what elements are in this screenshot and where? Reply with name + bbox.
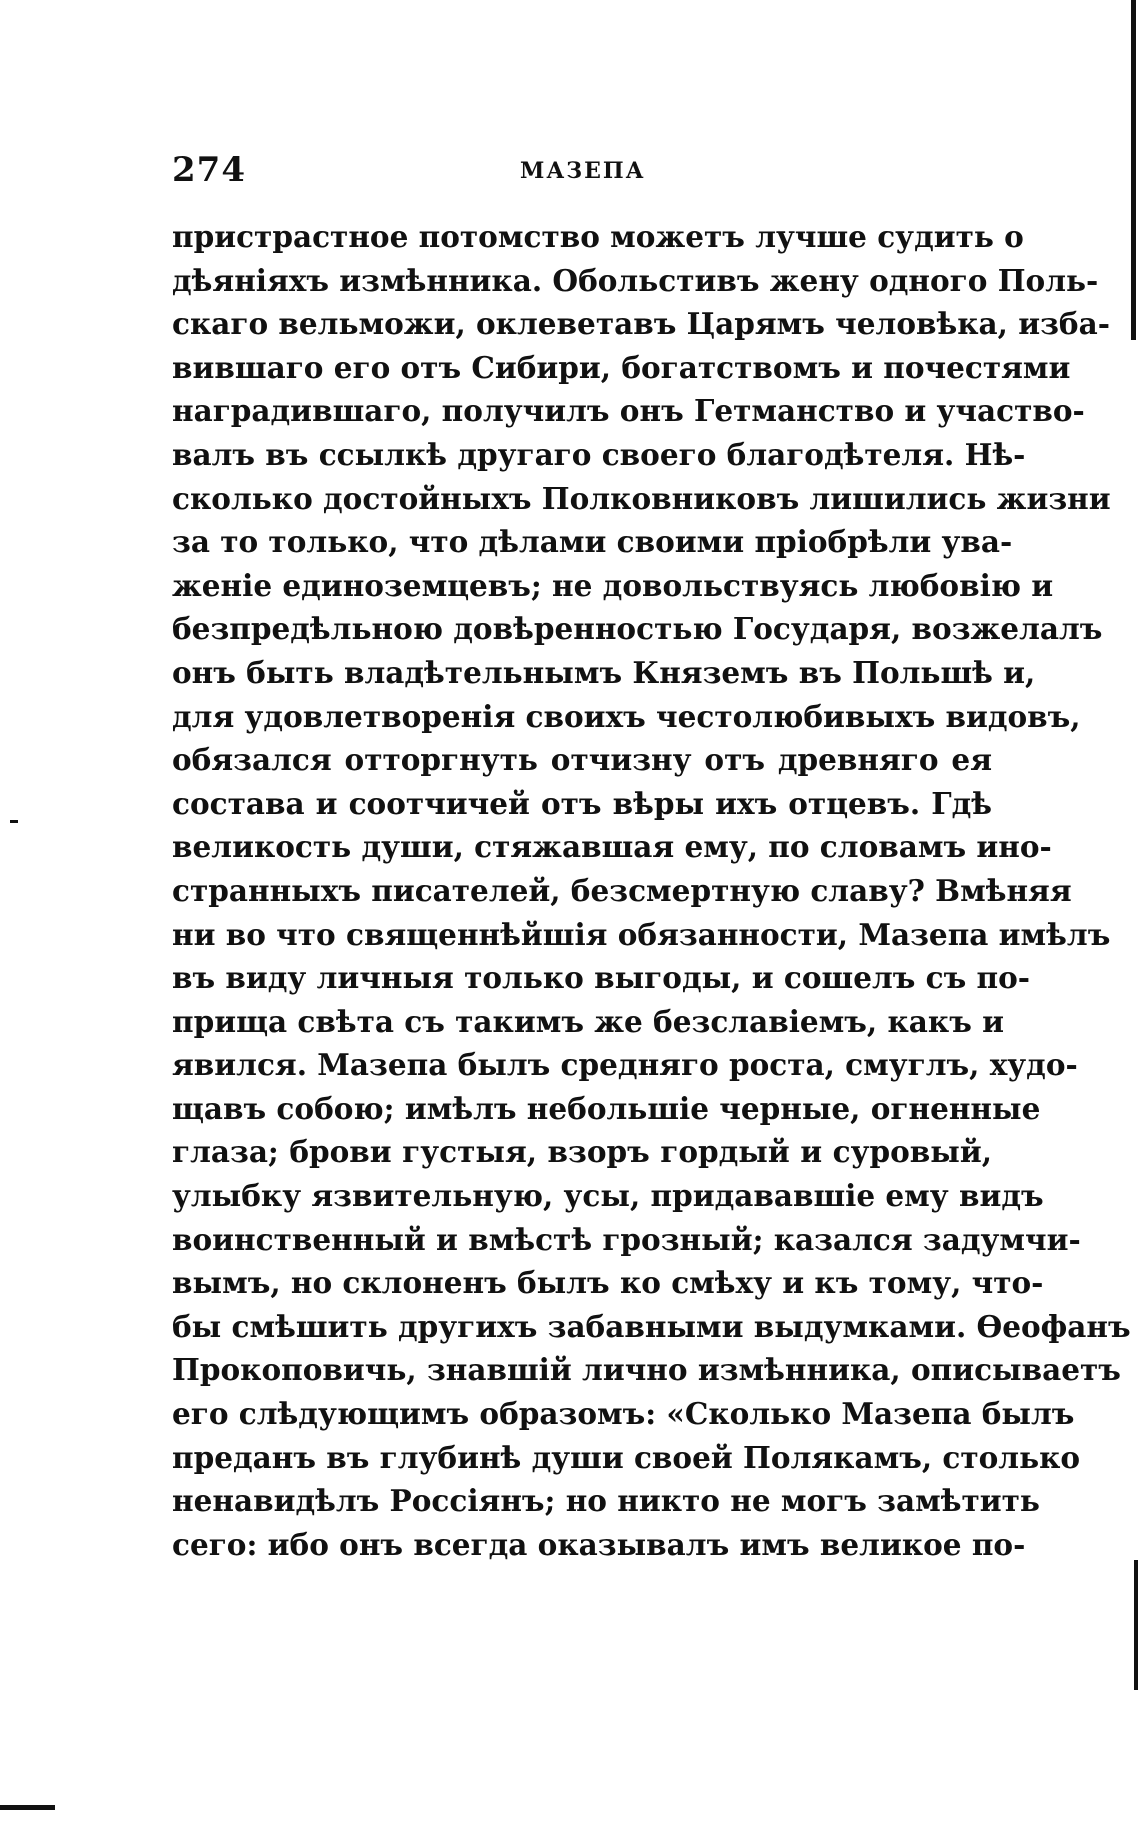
text-line: дѣяніяхъ измѣнника. Обольстивъ жену одного Поль-: [172, 262, 1099, 298]
text-line: великость души, стяжавшая ему, по словамъ ино-: [172, 829, 1052, 865]
text-line: скаго вельможи, оклеветавъ Царямъ человѣка, изба-: [172, 306, 1110, 342]
scan-edge-mark: [1131, 0, 1136, 340]
text-line: для удовлетворенія своихъ честолюбивыхъ видовъ,: [172, 698, 1081, 734]
text-line: явился. Мазепа былъ средняго роста, смуглъ, худо-: [172, 1047, 1078, 1083]
text-line: состава и соотчичей отъ вѣры ихъ отцевъ. Гдѣ: [172, 785, 992, 821]
scan-edge-mark: [0, 1805, 55, 1810]
text-line: пристрастное потомство можетъ лучше судить о: [172, 219, 1024, 254]
text-line: прища свѣта съ такимъ же безславіемъ, какъ и: [172, 1003, 1004, 1039]
text-line: щавъ собою; имѣлъ небольшіе черные, огненные: [172, 1090, 1041, 1126]
scan-speck: [10, 820, 18, 823]
text-line: бы смѣшить другихъ забавными выдумками. Ѳеофанъ: [172, 1308, 1131, 1344]
text-line: сколько достойныхъ Полковниковъ лишились жизни: [172, 480, 1111, 516]
text-line: его слѣдующимъ образомъ: «Сколько Мазепа былъ: [172, 1396, 1075, 1432]
text-line: женіе единоземцевъ; не довольствуясь любовію и: [172, 567, 1054, 603]
text-line: преданъ въ глубинѣ души своей Полякамъ, столько: [172, 1439, 1081, 1475]
text-line: вившаго его отъ Сибири, богатствомъ и почестями: [172, 349, 1071, 385]
text-line: наградившаго, получилъ онъ Гетманство и участво-: [172, 393, 1085, 429]
text-line: Прокоповичь, знавшій лично измѣнника, описываетъ: [172, 1352, 1121, 1388]
text-line: валъ въ ссылкѣ другаго своего благодѣтеля. Нѣ-: [172, 436, 1026, 472]
page-number: 274: [172, 150, 246, 190]
running-title: МАЗЕПА: [520, 158, 646, 184]
text-line: странныхъ писателей, безсмертную славу? Вмѣняя: [172, 872, 1072, 908]
text-line: онъ быть владѣтельнымъ Княземъ въ Польшѣ и,: [172, 654, 1036, 690]
text-line: въ виду личныя только выгоды, и сошелъ съ по-: [172, 960, 1031, 996]
text-line: ненавидѣлъ Россіянъ; но никто не могъ замѣтить: [172, 1483, 1040, 1519]
text-line: ни во что священнѣйшія обязанности, Мазепа имѣлъ: [172, 916, 1111, 952]
text-line: воинственный и вмѣстѣ грозный; казался задумчи-: [172, 1221, 1081, 1257]
text-line: улыбку язвительную, усы, придававшіе ему видъ: [172, 1178, 1044, 1214]
scan-edge-mark: [1134, 1560, 1138, 1690]
running-head: [172, 150, 992, 198]
text-line: безпредѣльною довѣренностью Государя, возжелалъ: [172, 611, 1103, 647]
text-line: сего: ибо онъ всегда оказывалъ имъ великое по-: [172, 1526, 1026, 1562]
text-line: за то только, что дѣлами своими пріобрѣли ува-: [172, 524, 1013, 560]
text-line: обязался отторгнуть отчизну отъ древняго ея: [172, 742, 992, 778]
text-line: глаза; брови густыя, взоръ гордый и суровый,: [172, 1134, 992, 1170]
body-text: [172, 215, 1131, 1566]
text-line: вымъ, но склоненъ былъ ко смѣху и къ тому, что-: [172, 1265, 1044, 1301]
